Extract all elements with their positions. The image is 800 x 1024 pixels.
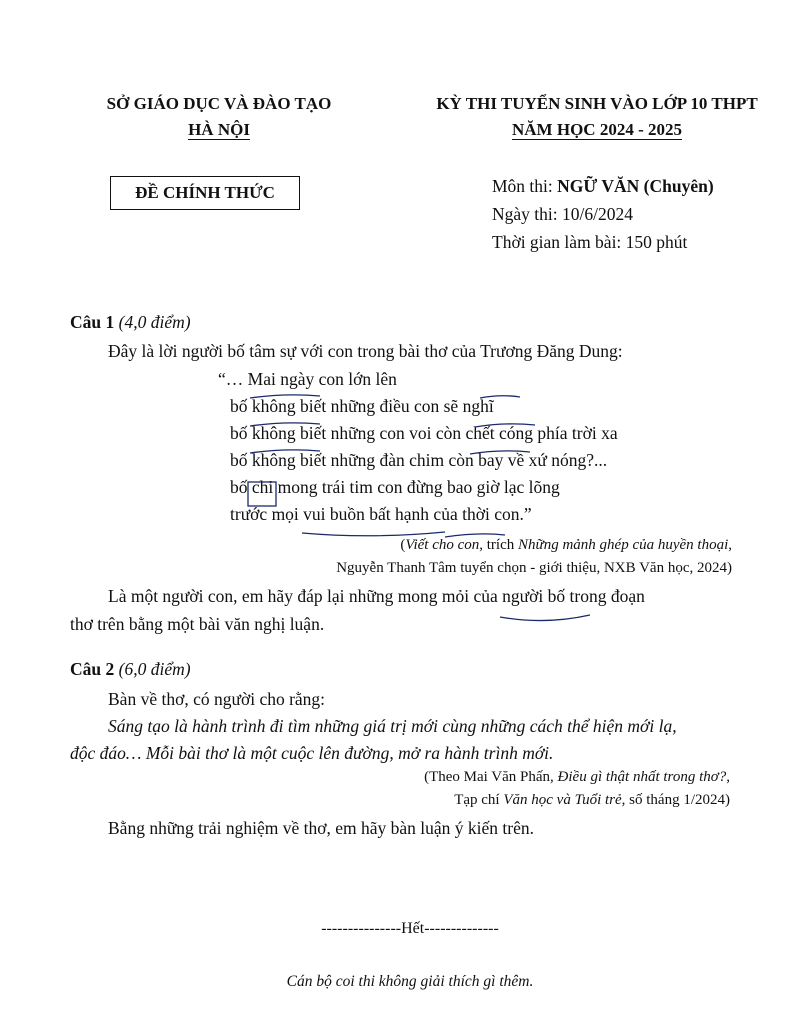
- poem-line-2: bố không biết những điều con sẽ nghĩ: [230, 396, 494, 416]
- q1-source-end: ,: [728, 537, 732, 553]
- ink-arc-2: [480, 396, 520, 398]
- q2-quote-line-2: [70, 740, 553, 767]
- poem-line-1: “… Mai ngày con lớn lên: [218, 369, 397, 389]
- school-year-text: NĂM HỌC 2024 - 2025: [512, 120, 682, 139]
- q1-points: (4,0 điểm): [118, 312, 191, 332]
- q1-task-line-2: thơ trên bằng một bài văn nghị luận.: [70, 614, 325, 634]
- poem-line-6: trước mọi vui buồn bất hạnh của thời con.”: [230, 504, 532, 524]
- ink-arc-6: [470, 451, 530, 454]
- q2-source-line-2: [320, 789, 730, 811]
- q2-source-journal-end: , số tháng 1/2024): [621, 792, 730, 808]
- q1-source-mid: , trích: [479, 537, 519, 553]
- official-stamp: ĐỀ CHÍNH THỨC: [110, 176, 300, 210]
- ink-arc-4: [475, 424, 535, 427]
- q2-heading: [70, 659, 191, 680]
- q1-task-line-1: Là một người con, em hãy đáp lại những mong mỏi của người bố trong đoạn: [108, 586, 645, 606]
- q1-source-title: Viết cho con: [405, 537, 480, 553]
- q2-source-journal-pre: Tạp chí: [454, 792, 504, 808]
- city-name-text: HÀ NỘI: [188, 120, 250, 139]
- end-mark: ---------------Hết--------------: [321, 920, 499, 937]
- q2-source-end: ,: [726, 769, 730, 785]
- q1-source-book: Những mảnh ghép của huyền thoại: [518, 537, 729, 553]
- subject-label: Môn thi:: [492, 176, 558, 196]
- poem-line-5: bố chỉ mong trái tim con đừng bao giờ lạc lõng: [230, 477, 560, 497]
- ink-arc-3: [250, 423, 320, 426]
- q1-source-line-1: [300, 534, 732, 556]
- exam-date: Ngày thi: 10/6/2024: [492, 204, 633, 224]
- department-name: SỞ GIÁO DỤC VÀ ĐÀO TẠO: [106, 94, 332, 113]
- poem-line-4: bố không biết những đàn chim còn bay về xứ nóng?...: [230, 450, 608, 470]
- q2-source-title: Điều gì thật nhất trong thơ?: [557, 769, 727, 785]
- q2-task: Bằng những trải nghiệm về thơ, em hãy bàn luận ý kiến trên.: [108, 818, 534, 838]
- q2-points: (6,0 điểm): [118, 659, 191, 679]
- q2-source-journal: Văn học và Tuổi trẻ: [503, 792, 622, 808]
- q1-title: Câu 1: [70, 312, 115, 332]
- q2-source-line-1: [320, 766, 730, 788]
- ink-arc-5: [250, 450, 320, 453]
- exam-duration: Thời gian làm bài: 150 phút: [492, 232, 688, 252]
- q1-intro: Đây là lời người bố tâm sự với con trong bài thơ của Trương Đăng Dung:: [108, 341, 623, 361]
- exam-title: KỲ THI TUYỂN SINH VÀO LỚP 10 THPT: [436, 94, 758, 113]
- poem-line-3: bố không biết những con voi còn chết cóng phía trời xa: [230, 423, 618, 443]
- ink-box: [248, 482, 276, 506]
- q2-quote-text-2: độc đáo… Mỗi bài thơ là một cuộc lên đường, mở ra hành trình mới.: [70, 743, 554, 763]
- ink-underline-3: [500, 615, 590, 621]
- q2-source-pre: (Theo Mai Văn Phấn,: [424, 769, 558, 785]
- subject-value: NGỮ VĂN (Chuyên): [557, 176, 714, 196]
- q2-title: Câu 2: [70, 659, 115, 679]
- q2-intro: Bàn về thơ, có người cho rằng:: [108, 689, 326, 709]
- proctor-note: Cán bộ coi thi không giải thích gì thêm.: [286, 973, 534, 990]
- ink-arc-1: [250, 395, 320, 398]
- q2-quote-line-1: [108, 713, 677, 740]
- q1-source-line-2: Nguyễn Thanh Tâm tuyển chọn - giới thiệu, NXB Văn học, 2024): [336, 560, 732, 576]
- q2-quote-text-1: Sáng tạo là hành trình đi tìm những giá trị mới cùng những cách thể hiện mới lạ,: [108, 716, 677, 736]
- q1-source-pre: (: [400, 537, 406, 553]
